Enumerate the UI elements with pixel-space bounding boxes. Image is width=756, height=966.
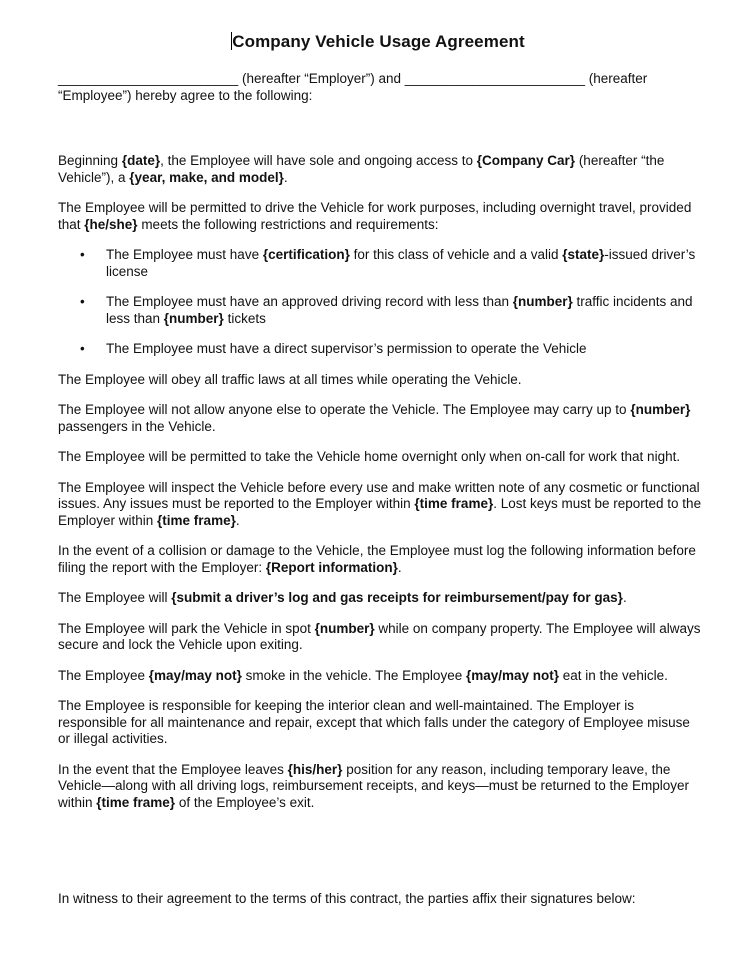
placeholder-report-information: {Report information} (265, 559, 398, 575)
list-item: • The Employee must have a direct supervisor’s permission to operate the Vehicle (106, 341, 704, 358)
document-title (0, 31, 756, 53)
text: The Employee (58, 667, 149, 683)
text: The Employee must have (106, 247, 263, 262)
paragraph-maintenance: The Employee is responsible for keeping the interior clean and well-maintained. The Employer is responsible for all maintenance and repair, except that which falls under the category of Employee misuse or illegal activities. (58, 698, 690, 746)
text: smoke in the vehicle. The Employee (241, 667, 466, 683)
text: meets the following restrictions and requirements: (137, 216, 439, 232)
title-text: Company Vehicle Usage Agreement (232, 32, 525, 51)
paragraph-overnight: The Employee will be permitted to take the Vehicle home overnight only when on-call for work that night. (58, 449, 681, 464)
intro-text-2: (hereafter “Employee”) hereby agree to the following: (58, 71, 648, 103)
text: The Employee will inspect the Vehicle before every use and make written note of any cosmetic or functional issues. Any issues must be reported to the Employer within (58, 479, 700, 511)
placeholder-date: {date} (121, 153, 161, 168)
employer-blank[interactable]: ________________________ (58, 71, 239, 86)
paragraph-traffic-laws: The Employee will obey all traffic laws at all times while operating the Vehicle. (58, 371, 522, 387)
placeholder-pronoun: {he/she} (84, 216, 138, 232)
text: of the Employee’s exit. (175, 794, 315, 810)
paragraph-parking (58, 621, 704, 654)
placeholder-may-may-not: {may/may not} (465, 667, 560, 683)
placeholder-number: {number} (163, 310, 224, 326)
placeholder-state: {state} (562, 247, 605, 262)
list-item (106, 294, 704, 327)
text: In the event of a collision or damage to the Vehicle, the Employee must log the following information before filing the report with the Employer: (58, 543, 696, 575)
placeholder-number: {number} (314, 620, 375, 636)
paragraph-leave (58, 762, 704, 812)
text: passengers in the Vehicle. (58, 418, 216, 434)
text: . (397, 559, 402, 575)
text: , the Employee will have sole and ongoing access to (160, 153, 477, 168)
text: while on company property. The Employee will always secure and lock the Vehicle upon exiting. (58, 620, 701, 652)
list-item (106, 247, 704, 280)
paragraph-collision (58, 543, 704, 576)
text: In the event that the Employee leaves (58, 761, 288, 777)
paragraph-smoking (58, 668, 704, 685)
text: eat in the vehicle. (559, 667, 668, 683)
text: The Employee will not allow anyone else to operate the Vehicle. The Employee may carry up to (58, 402, 631, 417)
paragraph-permission (58, 200, 704, 233)
text: . Lost keys must be reported to the Employer within (58, 496, 702, 528)
placeholder-pronoun: {his/her} (287, 761, 343, 777)
text: -issued driver’s license (106, 247, 696, 279)
placeholder-gas-policy: {submit a driver’s log and gas receipts for reimbursement/pay for gas} (171, 590, 623, 605)
intro-text-1: (hereafter “Employer”) and (238, 71, 405, 86)
text: tickets (223, 310, 266, 326)
text: for this class of vehicle and a valid (349, 247, 563, 262)
text: The Employee will (58, 590, 172, 605)
placeholder-time-frame: {time frame} (96, 794, 176, 810)
text: (hereafter “the Vehicle”), a (58, 153, 665, 185)
text: The Employee must have an approved driving record with less than (106, 294, 513, 309)
text: Beginning (58, 153, 122, 168)
text: traffic incidents and less than (106, 294, 693, 326)
text: The Employee will park the Vehicle in spot (58, 620, 315, 636)
paragraph-inspection (58, 480, 704, 530)
text: The Employee will be permitted to drive the Vehicle for work purposes, including overnight travel, provided that (58, 200, 692, 232)
text: . (622, 590, 627, 605)
placeholder-model: {year, make, and model} (129, 169, 284, 185)
paragraph-access (58, 153, 704, 186)
placeholder-time-frame: {time frame} (157, 512, 236, 528)
placeholder-time-frame: {time frame} (414, 496, 494, 511)
placeholder-number: {number} (630, 402, 691, 417)
paragraph-passengers (58, 402, 704, 435)
requirements-list (58, 247, 704, 358)
paragraph-witness: In witness to their agreement to the terms of this contract, the parties affix their signatures below: (58, 891, 636, 906)
paragraph-gas (58, 590, 704, 607)
text: position for any reason, including temporary leave, the Vehicle—along with all driving logs, reimbursement receipts, and keys—must be returned to the Employer within (58, 761, 690, 810)
text: . (235, 512, 240, 528)
placeholder-number: {number} (512, 294, 573, 309)
agreement-body (58, 153, 704, 825)
placeholder-certification: {certification} (262, 247, 350, 262)
intro-paragraph (58, 71, 698, 104)
employee-blank[interactable]: ________________________ (404, 71, 585, 86)
placeholder-company-car: {Company Car} (476, 153, 576, 168)
text: . (283, 169, 288, 185)
placeholder-may-may-not: {may/may not} (148, 667, 242, 683)
